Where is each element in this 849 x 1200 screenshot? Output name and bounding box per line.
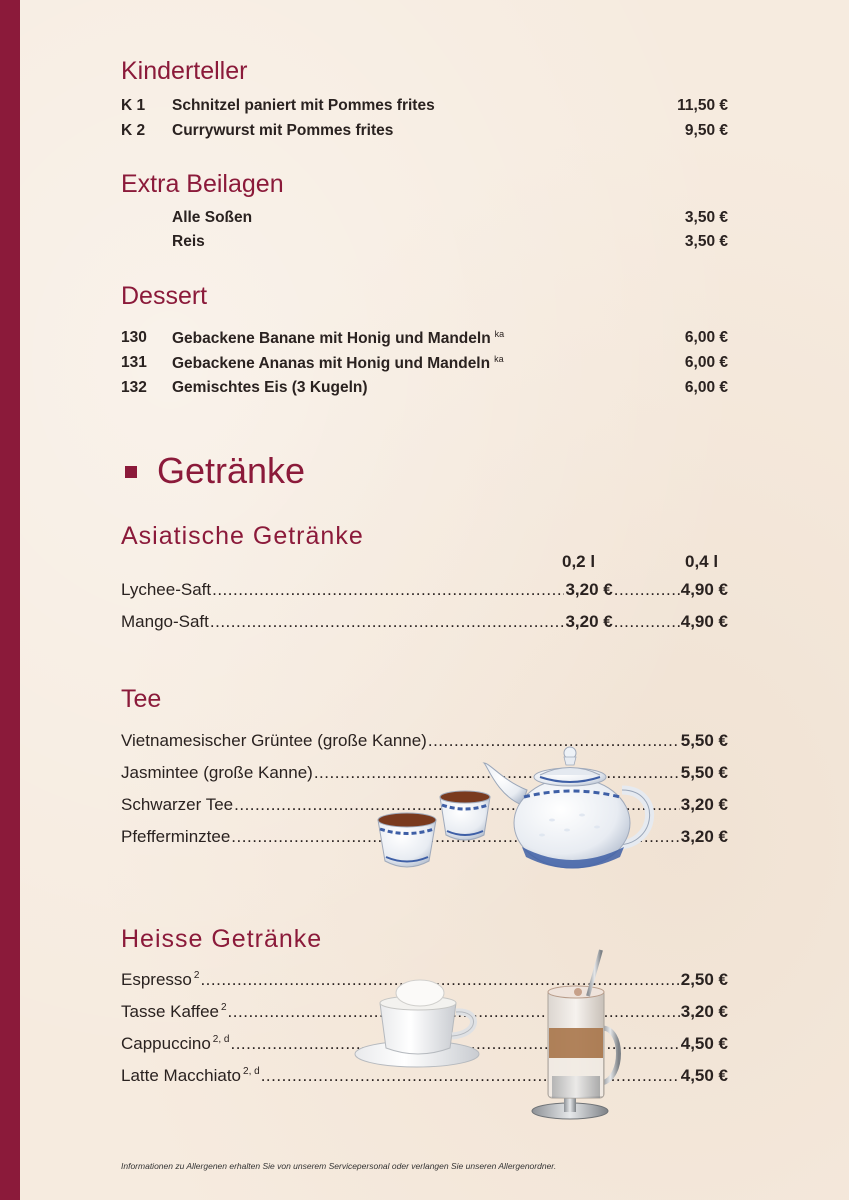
item-price: 3,50 € [684, 233, 728, 250]
left-accent-bar [0, 0, 20, 1200]
menu-item [121, 379, 728, 399]
drink-item [121, 580, 728, 604]
drink-name [121, 1066, 260, 1086]
item-price: 6,00 € [684, 354, 728, 371]
drink-name-text: Tasse Kaffee [121, 1002, 219, 1021]
additive-code: 2, d [212, 1034, 230, 1046]
price-small: 3,20 € [565, 612, 613, 631]
drink-item [121, 612, 728, 636]
drink-name: Mango-Saft [121, 612, 209, 631]
dot-leader [614, 612, 680, 632]
menu-item [121, 209, 728, 229]
item-name: Reis [172, 233, 205, 250]
allergen-code: ka [494, 329, 505, 339]
drink-name [121, 1002, 227, 1022]
item-price: 9,50 € [684, 122, 728, 139]
item-number: 130 [121, 329, 147, 346]
drink-price: 3,20 € [680, 1002, 728, 1021]
column-header-small: 0,2 l [562, 552, 596, 571]
drink-name-text: Cappuccino [121, 1034, 211, 1053]
menu-item [121, 354, 728, 374]
item-name-text: Gebackene Ananas mit Honig und Mandeln [172, 355, 491, 373]
additive-code: 2, d [243, 1066, 260, 1078]
section-title-tee: Tee [121, 685, 162, 713]
section-title-extra-beilagen: Extra Beilagen [121, 170, 284, 198]
column-header-large: 0,4 l [685, 552, 719, 571]
item-name: Gemischtes Eis (3 Kugeln) [172, 379, 368, 396]
section-title-asiatische-getraenke: Asiatische Getränke [121, 522, 364, 550]
drink-name-text: Latte Macchiato [121, 1066, 242, 1085]
item-name [172, 329, 504, 348]
section-title-heisse-getraenke: Heisse Getränke [121, 925, 323, 953]
drink-name: Schwarzer Tee [121, 795, 234, 814]
menu-item [121, 122, 728, 142]
price-large: 4,90 € [680, 612, 728, 631]
item-name-text: Gebackene Banane mit Honig und Mandeln [172, 330, 491, 348]
drink-name: Pfefferminztee [121, 827, 231, 846]
item-name [172, 354, 504, 373]
square-bullet-icon [125, 466, 137, 478]
coffee-illustration [352, 948, 627, 1128]
item-number: K 1 [121, 97, 146, 114]
drink-name [121, 1034, 229, 1054]
section-title-kinderteller: Kinderteller [121, 57, 248, 85]
item-number: 132 [121, 379, 147, 396]
item-name: Schnitzel paniert mit Pommes frites [172, 97, 435, 114]
drink-price: 4,50 € [680, 1034, 728, 1053]
drink-name-text: Espresso [121, 970, 192, 989]
drink-price: 5,50 € [680, 731, 728, 750]
price-small: 3,20 € [565, 580, 613, 599]
item-name: Currywurst mit Pommes frites [172, 122, 394, 139]
drink-price: 2,50 € [680, 970, 728, 989]
menu-item [121, 329, 728, 349]
drink-price: 4,50 € [680, 1066, 728, 1085]
drink-price: 3,20 € [680, 795, 728, 814]
chapter-title-label: Getränke [157, 450, 306, 491]
menu-item [121, 233, 728, 253]
dot-leader [210, 612, 565, 632]
price-large: 4,90 € [680, 580, 728, 599]
item-price: 6,00 € [684, 329, 728, 346]
drink-name: Jasmintee (große Kanne) [121, 763, 313, 782]
menu-item [121, 97, 728, 117]
teapot-illustration [372, 735, 662, 880]
item-price: 6,00 € [684, 379, 728, 396]
drink-name: Lychee-Saft [121, 580, 212, 599]
item-name: Alle Soßen [172, 209, 253, 226]
dot-leader [212, 580, 564, 600]
additive-code: 2 [220, 1002, 227, 1014]
item-price: 11,50 € [677, 97, 728, 114]
item-number: K 2 [121, 122, 146, 139]
drink-name: Vietnamesischer Grüntee (große Kanne) [121, 731, 427, 750]
drink-price: 3,20 € [680, 827, 728, 846]
dot-leader [614, 580, 680, 600]
section-title-dessert: Dessert [121, 282, 208, 310]
drink-name [121, 970, 199, 990]
allergen-note: Informationen zu Allergenen erhalten Sie von unserem Servicepersonal oder verlangen Sie unseren Allergenordner. [121, 1161, 557, 1171]
item-price: 3,50 € [684, 209, 728, 226]
additive-code: 2 [193, 970, 200, 982]
item-number: 131 [121, 354, 147, 371]
allergen-code: ka [494, 354, 504, 364]
drink-price: 5,50 € [680, 763, 728, 782]
